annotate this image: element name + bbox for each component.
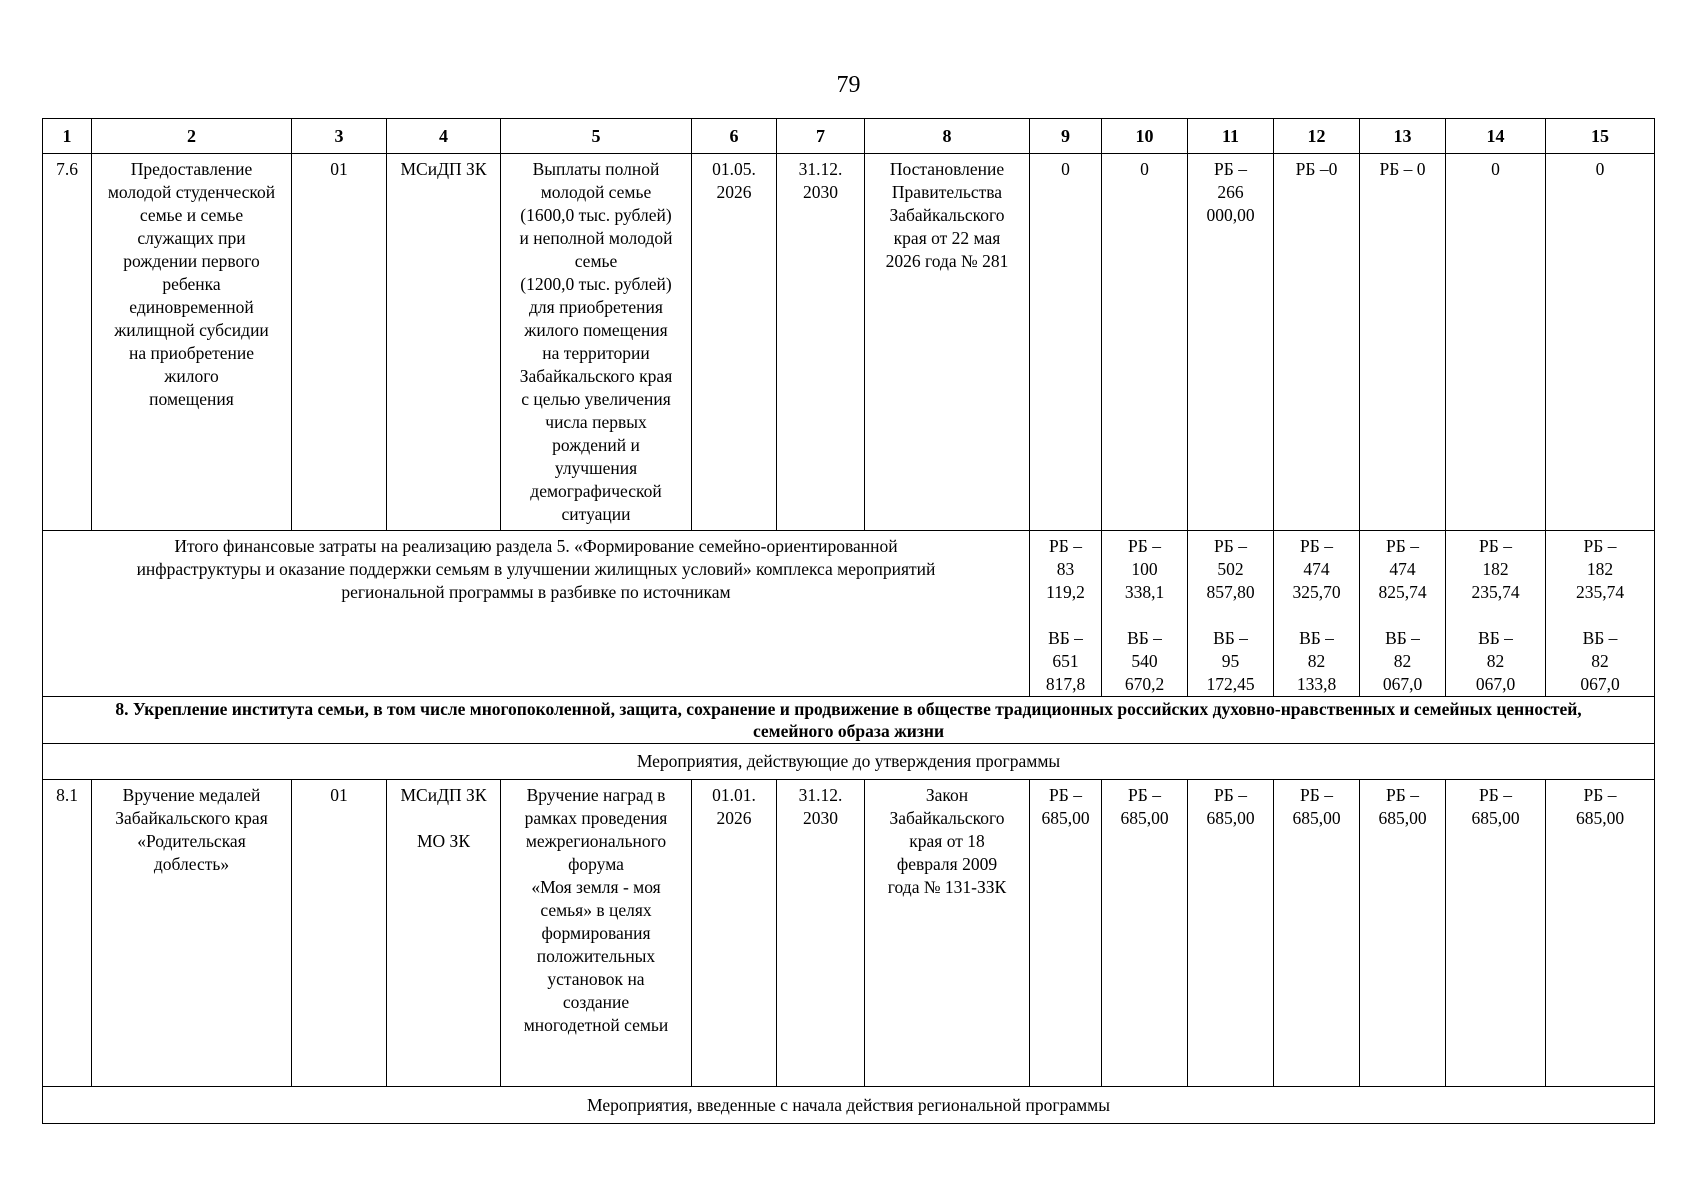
funding-cell: РБ – 685,00 <box>1030 780 1102 1087</box>
end-date: 31.12. 2030 <box>777 780 865 1087</box>
column-number-row <box>43 119 1655 154</box>
total-label: Итого финансовые затраты на реализацию раздела 5. «Формирование семейно-ориентированной инфраструктуры и оказание поддержки семьям в улучшении жилищных условий» комплекса мероприятий региональной программы в разбивке по источникам <box>43 531 1030 697</box>
table-row-8-1 <box>43 780 1655 1087</box>
subheader-new-measures: Мероприятия, введенные с начала действия региональной программы <box>43 1087 1655 1124</box>
funding-cell: РБ – 685,00 <box>1274 780 1360 1087</box>
funding-cell: РБ –0 <box>1274 154 1360 531</box>
measure-name: Предоставление молодой студенческой семье и семье служащих при рождении первого ребенка единовременной жилищной субсидии на приобретение жилого помещения <box>92 154 292 531</box>
column-number: 6 <box>692 119 777 154</box>
funding-cell: РБ – 685,00 <box>1360 780 1446 1087</box>
column-number: 10 <box>1102 119 1188 154</box>
total-funding-cell: РБ – 474 325,70 ВБ – 82 133,8 <box>1274 531 1360 697</box>
page-number: 79 <box>836 72 861 98</box>
subheader-row-existing <box>43 744 1655 780</box>
funding-cell: 0 <box>1030 154 1102 531</box>
column-number: 5 <box>501 119 692 154</box>
measure-executor: МСиДП ЗК <box>387 154 501 531</box>
measure-description: Выплаты полной молодой семье (1600,0 тыс. рублей) и неполной молодой семье (1200,0 тыс. рублей) для приобретения жилого помещения на территории Забайкальского края с целью увеличения числа первых рождений и улучшения демографической ситуации <box>501 154 692 531</box>
funding-cell: РБ – 685,00 <box>1546 780 1655 1087</box>
column-number: 15 <box>1546 119 1655 154</box>
subheader-row-new <box>43 1087 1655 1124</box>
column-number: 3 <box>292 119 387 154</box>
subheader-existing-measures: Мероприятия, действующие до утверждения программы <box>43 744 1655 780</box>
total-funding-cell: РБ – 83 119,2 ВБ – 651 817,8 <box>1030 531 1102 697</box>
funding-cell: РБ – 0 <box>1360 154 1446 531</box>
total-funding-cell: РБ – 502 857,80 ВБ – 95 172,45 <box>1188 531 1274 697</box>
end-date: 31.12. 2030 <box>777 154 865 531</box>
column-number: 13 <box>1360 119 1446 154</box>
table-row-7-6 <box>43 154 1655 531</box>
column-number: 7 <box>777 119 865 154</box>
start-date: 01.01. 2026 <box>692 780 777 1087</box>
section-title: 8. Укрепление института семьи, в том числе многопоколенной, защита, сохранение и продвижение в обществе традиционных российских духовно-нравственных и семейных ценностей, семейного образа жизни <box>43 697 1655 744</box>
column-number: 2 <box>92 119 292 154</box>
column-number: 8 <box>865 119 1030 154</box>
funding-cell: РБ – 685,00 <box>1102 780 1188 1087</box>
row-number: 8.1 <box>43 780 92 1087</box>
funding-cell: 0 <box>1546 154 1655 531</box>
column-number: 12 <box>1274 119 1360 154</box>
row-number: 7.6 <box>43 154 92 531</box>
legal-basis: Закон Забайкальского края от 18 февраля 2009 года № 131-ЗЗК <box>865 780 1030 1087</box>
total-funding-cell: РБ – 474 825,74 ВБ – 82 067,0 <box>1360 531 1446 697</box>
column-number: 1 <box>43 119 92 154</box>
funding-cell: РБ – 685,00 <box>1188 780 1274 1087</box>
funding-cell: 0 <box>1102 154 1188 531</box>
column-number: 14 <box>1446 119 1546 154</box>
legal-basis: Постановление Правительства Забайкальского края от 22 мая 2026 года № 281 <box>865 154 1030 531</box>
section-8-title-row <box>43 697 1655 744</box>
start-date: 01.05. 2026 <box>692 154 777 531</box>
column-number: 11 <box>1188 119 1274 154</box>
total-funding-cell: РБ – 182 235,74 ВБ – 82 067,0 <box>1446 531 1546 697</box>
measure-description: Вручение наград в рамках проведения межрегионального форума «Моя земля - моя семья» в целях формирования положительных установок на создание многодетной семьи <box>501 780 692 1087</box>
column-number: 9 <box>1030 119 1102 154</box>
funding-cell: РБ – 266 000,00 <box>1188 154 1274 531</box>
measure-code: 01 <box>292 154 387 531</box>
funding-cell: 0 <box>1446 154 1546 531</box>
table-row-total-section-5 <box>43 531 1655 697</box>
measure-executor: МСиДП ЗК МО ЗК <box>387 780 501 1087</box>
column-number: 4 <box>387 119 501 154</box>
funding-cell: РБ – 685,00 <box>1446 780 1546 1087</box>
total-funding-cell: РБ – 182 235,74 ВБ – 82 067,0 <box>1546 531 1655 697</box>
measure-name: Вручение медалей Забайкальского края «Родительская доблесть» <box>92 780 292 1087</box>
program-table <box>42 118 1655 1124</box>
total-funding-cell: РБ – 100 338,1 ВБ – 540 670,2 <box>1102 531 1188 697</box>
measure-code: 01 <box>292 780 387 1087</box>
